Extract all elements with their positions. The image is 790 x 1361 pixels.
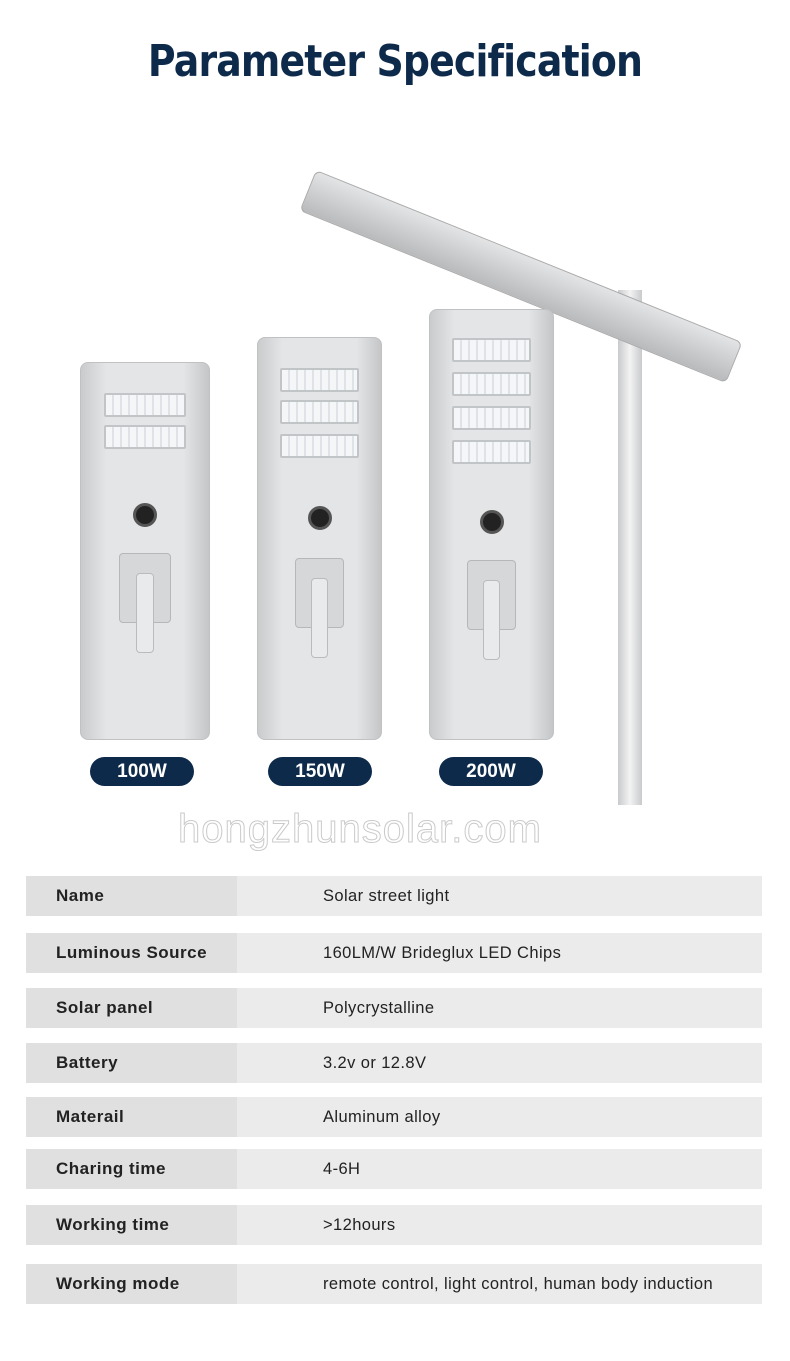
page-title: Parameter Specification: [147, 36, 643, 87]
watermark: hongzhunsolar.com: [178, 807, 542, 851]
table-row: [26, 1097, 762, 1137]
table-row: [26, 988, 762, 1028]
table-row: [26, 876, 762, 916]
table-row: [26, 1264, 762, 1304]
spec-key: Solar panel: [26, 988, 237, 1028]
lamp-200w: [429, 309, 554, 740]
spec-key: Materail: [26, 1097, 237, 1137]
spec-value: 160LM/W Brideglux LED Chips: [237, 933, 762, 973]
table-row: [26, 933, 762, 973]
table-row: [26, 1043, 762, 1083]
spec-value: Polycrystalline: [237, 988, 762, 1028]
model-label-150w: 150W: [268, 757, 372, 786]
spec-key: Working time: [26, 1205, 237, 1245]
spec-value: 3.2v or 12.8V: [237, 1043, 762, 1083]
spec-value: 4-6H: [237, 1149, 762, 1189]
table-row: [26, 1205, 762, 1245]
lamp-150w: [257, 337, 382, 740]
spec-key: Charing time: [26, 1149, 237, 1189]
lamp-100w: [80, 362, 210, 740]
spec-key: Battery: [26, 1043, 237, 1083]
model-label-100w: 100W: [90, 757, 194, 786]
spec-value: Aluminum alloy: [237, 1097, 762, 1137]
spec-value: Solar street light: [237, 876, 762, 916]
spec-key: Working mode: [26, 1264, 237, 1304]
spec-value: >12hours: [237, 1205, 762, 1245]
spec-key: Luminous Source: [26, 933, 237, 973]
spec-value: remote control, light control, human body induction: [237, 1264, 762, 1304]
spec-key: Name: [26, 876, 237, 916]
model-label-200w: 200W: [439, 757, 543, 786]
table-row: [26, 1149, 762, 1189]
lamp-pole: [618, 290, 642, 805]
